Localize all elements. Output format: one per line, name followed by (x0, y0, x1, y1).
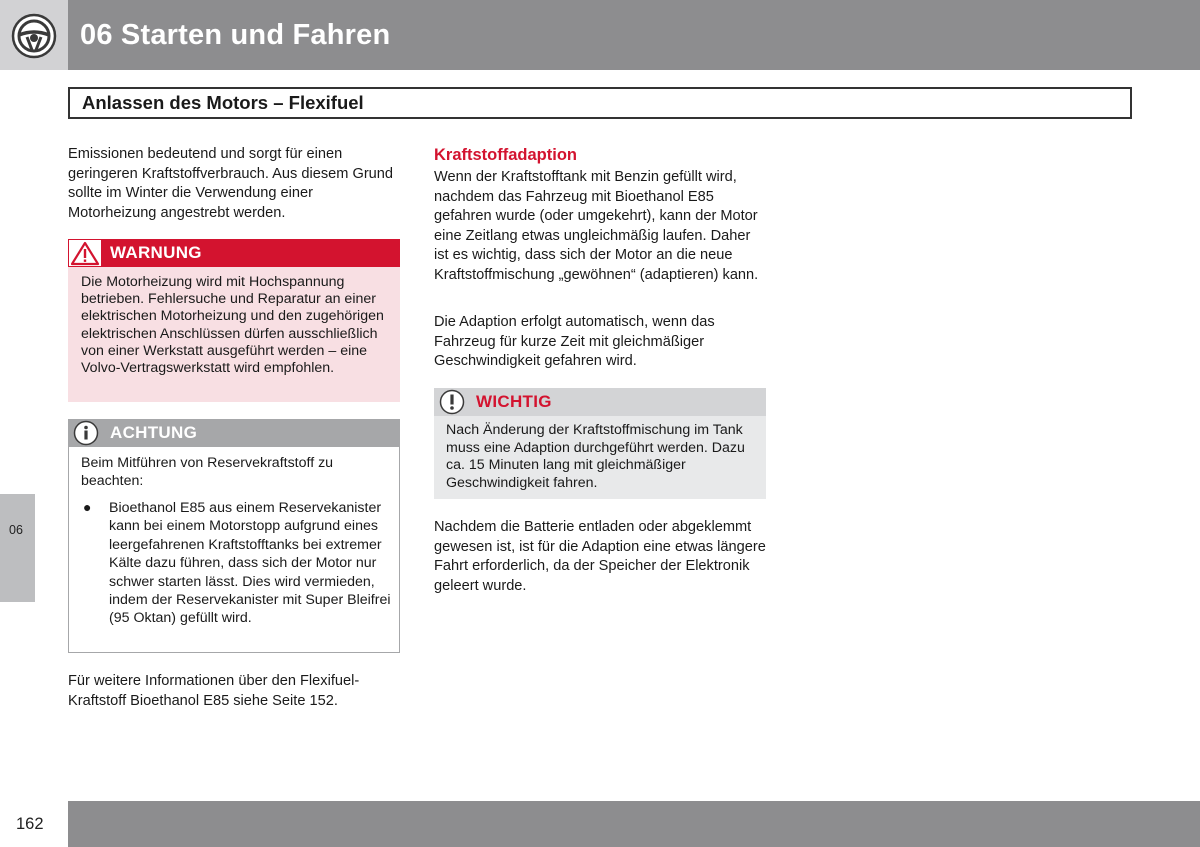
warning-title: WARNUNG (110, 243, 202, 262)
warning-triangle-icon (69, 240, 101, 266)
warning-icon-box (68, 239, 102, 267)
right-paragraph-1: Wenn der Kraftstofftank mit Benzin gefüllt wird, nachdem das Fahrzeug mit Bioethanol E85 gefahren wurde (oder umgekehrt), kann der Motor eine Zeitlang etwas ungleichmäßig laufen. Daher ist es wichtig, dass sich der Motor an die neue Kraftstoffmischung „gewöhnen“ (adaptieren) kann. (434, 169, 759, 283)
section-title-box (68, 87, 1132, 119)
left-intro-paragraph: Emissionen bedeutend und sorgt für einen geringeren Kraftstoffverbrauch. Aus diesem Grund sollte im Winter die Verwendung einer Motorheizung angestrebt werden. (68, 146, 394, 221)
important-text: Nach Änderung der Kraftstoffmischung im Tank muss eine Adaption durchgeführt werden. Dazu ca. 15 Minuten lang mit gleichmäßiger Geschwindigkeit fahren. (446, 422, 745, 491)
chapter-side-tab (0, 494, 35, 602)
important-body (434, 416, 766, 499)
subheading-kraftstoffadaption: Kraftstoffadaption (434, 146, 577, 164)
warning-body (68, 267, 400, 402)
steering-wheel-icon (11, 13, 57, 59)
warning-text: Die Motorheizung wird mit Hochspannung betrieben. Fehlersuche und Reparatur an einer elektrischen Motorheizung und den zugehörigen elektrischen Anschlüssen dürfen ausschließlich von einer Werkstatt ausgeführt werden – eine Volvo-Vertragswerkstatt wird empfohlen. (81, 274, 384, 377)
chapter-header (0, 0, 1200, 70)
right-paragraph-2: Die Adaption erfolgt automatisch, wenn das Fahrzeug für kurze Zeit mit gleichmäßiger Geschwindigkeit gefahren wird. (434, 314, 715, 369)
caution-intro: Beim Mitführen von Reservekraftstoff zu beachten: (81, 455, 334, 489)
exclamation-icon (438, 388, 466, 416)
caution-title: ACHTUNG (110, 423, 198, 442)
warning-header (68, 239, 400, 267)
bullet-marker: ● (83, 499, 92, 515)
chapter-title: 06 Starten und Fahren (80, 19, 391, 51)
left-outro-paragraph: Für weitere Informationen über den Flexifuel-Kraftstoff Bioethanol E85 siehe Seite 152. (68, 673, 360, 709)
right-paragraph-3: Nachdem die Batterie entladen oder abgeklemmt gewesen ist, ist für die Adaption eine etwas längere Fahrt erforderlich, da der Speicher der Elektronik geleert wurde. (434, 519, 766, 594)
header-icon-area (0, 0, 68, 70)
info-icon (72, 419, 100, 447)
important-header (434, 388, 766, 416)
caution-body (68, 447, 400, 653)
important-title: WICHTIG (476, 392, 552, 411)
caution-header (68, 419, 400, 447)
caution-bullet-text: Bioethanol E85 aus einem Reservekanister kann bei einem Motorstopp aufgrund eines leergefahrenen Kraftstofftanks bei extremer Kälte dazu führen, dass sich der Motor nur schwer starten lässt. Dies wird vermieden, indem der Reservekanister mit Super Bleifrei (95 Oktan) gefüllt wird. (109, 500, 391, 627)
chapter-side-tab-label: 06 (9, 523, 23, 537)
footer-bar (68, 801, 1200, 847)
page-number: 162 (16, 815, 44, 833)
section-title: Anlassen des Motors – Flexifuel (82, 92, 364, 113)
